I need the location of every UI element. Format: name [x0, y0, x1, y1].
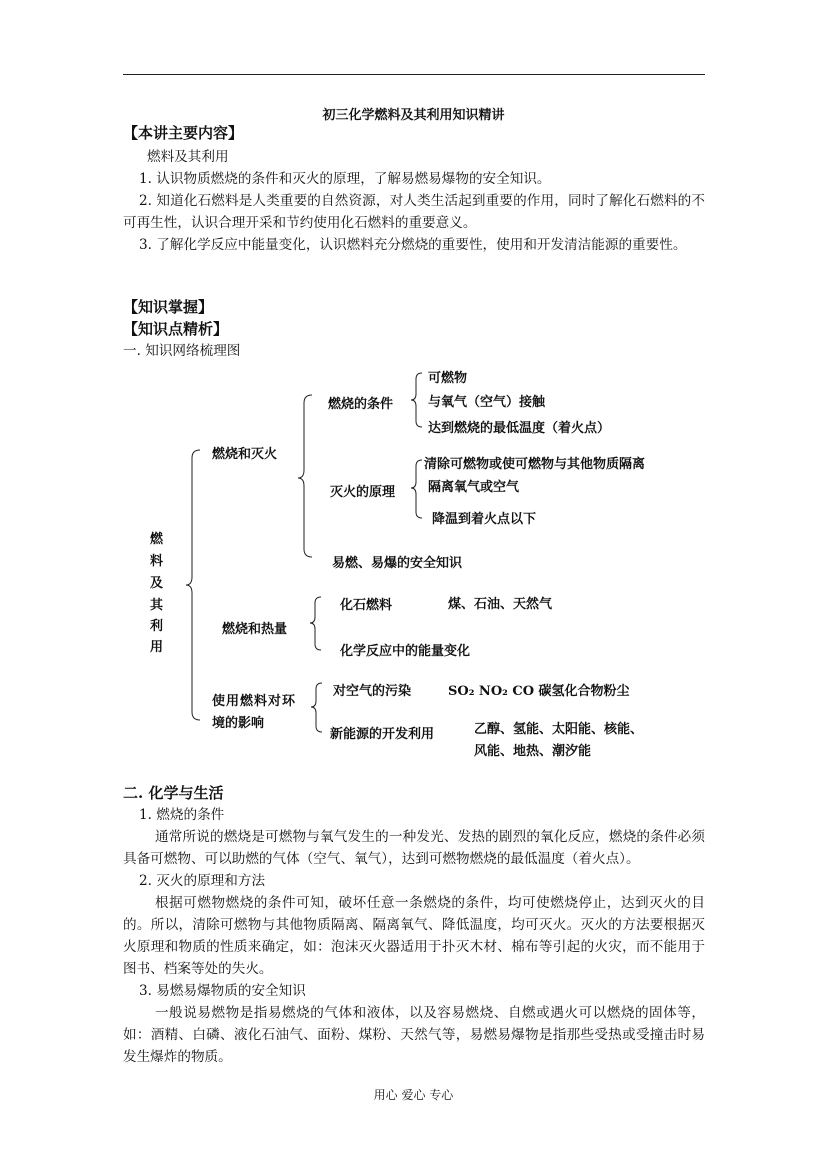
- ext-item-1: 清除可燃物或使可燃物与其他物质隔离: [424, 457, 646, 472]
- new-energy-label: 新能源的开发利用: [330, 727, 435, 742]
- b2-label: 燃烧和热量: [222, 622, 288, 637]
- page-footer: 用心 爱心 专心: [373, 1088, 454, 1102]
- root-char-6: 用: [150, 640, 164, 655]
- item-1: 1. 认识物质燃烧的条件和灭火的原理，了解易燃易爆物的安全知识。: [139, 171, 551, 187]
- section2-heading: 二. 化学与生活: [123, 784, 224, 802]
- root-char-4: 其: [150, 598, 164, 613]
- cond-item-3: 达到燃烧的最低温度（着火点）: [428, 421, 611, 436]
- sub3-text: 一般说易燃物是指易燃烧的气体和液体，以及容易燃烧、自燃或遇火可以燃烧的固体等，如：酒精、白磷、液化石油气、面粉、煤粉、天然气等，易燃易爆物是指那些受热或受撞击时易发生爆炸的物质。: [123, 1005, 705, 1065]
- root-char-1: 燃: [150, 532, 164, 547]
- ext-item-3: 降温到着火点以下: [432, 512, 537, 527]
- b3-label-line1: 使用燃料对环: [212, 694, 297, 709]
- topic-text: 燃料及其利用: [147, 149, 229, 165]
- ext-label: 灭火的原理: [330, 485, 396, 500]
- b3-brace: [311, 683, 322, 732]
- main-content-heading: 【本讲主要内容】: [123, 124, 244, 142]
- root-char-3: 及: [150, 576, 164, 591]
- cond-item-1: 可燃物: [428, 371, 468, 386]
- new-energy-line2: 风能、地热、潮汐能: [474, 744, 592, 759]
- b2-brace: [310, 597, 321, 650]
- pollution-label: 对空气的污染: [333, 684, 412, 699]
- root-brace: [186, 450, 200, 720]
- cond-item-2: 与氧气（空气）接触: [428, 395, 546, 410]
- page-title: 初三化学燃料及其利用知识精讲: [322, 108, 505, 123]
- sub2-text: 根据可燃物燃烧的条件可知，破坏任意一条燃烧的条件，均可使燃烧停止，达到灭火的目的。所以，清除可燃物与其他物质隔离、隔离氧气、降低温度，均可灭火。灭火的方法要根据灭火原理和物质的性质来确定，如：泡沫灭火器适用于扑灭木材、棉布等引起的火灾，而不能用于图书、档案等处的失火。: [123, 895, 705, 977]
- root-char-5: 利: [150, 619, 164, 634]
- sub1-title: 1. 燃烧的条件: [139, 807, 225, 823]
- cond-label: 燃烧的条件: [328, 397, 394, 412]
- sub1-text: 通常所说的燃烧是可燃物与氧气发生的一种发光、发热的剧烈的氧化反应，燃烧的条件必须具备可燃物、可以助燃的气体（空气、氧气），达到可燃物燃烧的最低温度（着火点）。: [123, 829, 705, 867]
- pollution-items: SO₂ NO₂ CO 碳氢化合物粉尘: [448, 684, 630, 699]
- new-energy-line1: 乙醇、氢能、太阳能、核能、: [474, 722, 644, 737]
- safety-label: 易燃、易爆的安全知识: [332, 556, 463, 571]
- b3-label-line2: 境的影响: [212, 716, 265, 731]
- fossil-items: 煤、石油、天然气: [448, 597, 553, 612]
- item-2: 2. 知道化石燃料是人类重要的自然资源，对人类生活起到重要的作用，同时了解化石燃料的不可再生性，认识合理开采和节约使用化石燃料的重要意义。: [123, 193, 705, 231]
- section1-heading: 一. 知识网络梳理图: [123, 343, 241, 359]
- ext-brace: [411, 460, 422, 518]
- fossil-label: 化石燃料: [340, 598, 393, 613]
- b1-label: 燃烧和灭火: [212, 447, 278, 462]
- sub2-title: 2. 灭火的原理和方法: [139, 873, 266, 889]
- sub3-title: 3. 易燃易爆物质的安全知识: [139, 983, 306, 999]
- analysis-heading: 【知识点精析】: [123, 320, 229, 338]
- b1-brace: [298, 395, 312, 557]
- root-char-2: 料: [150, 554, 164, 569]
- mastery-heading: 【知识掌握】: [123, 298, 214, 316]
- item-3: 3. 了解化学反应中能量变化，认识燃料充分燃烧的重要性，使用和开发清洁能源的重要性。: [139, 237, 687, 253]
- ext-item-2: 隔离氧气或空气: [428, 480, 520, 495]
- energy-label: 化学反应中的能量变化: [340, 644, 471, 659]
- cond-brace: [411, 373, 422, 427]
